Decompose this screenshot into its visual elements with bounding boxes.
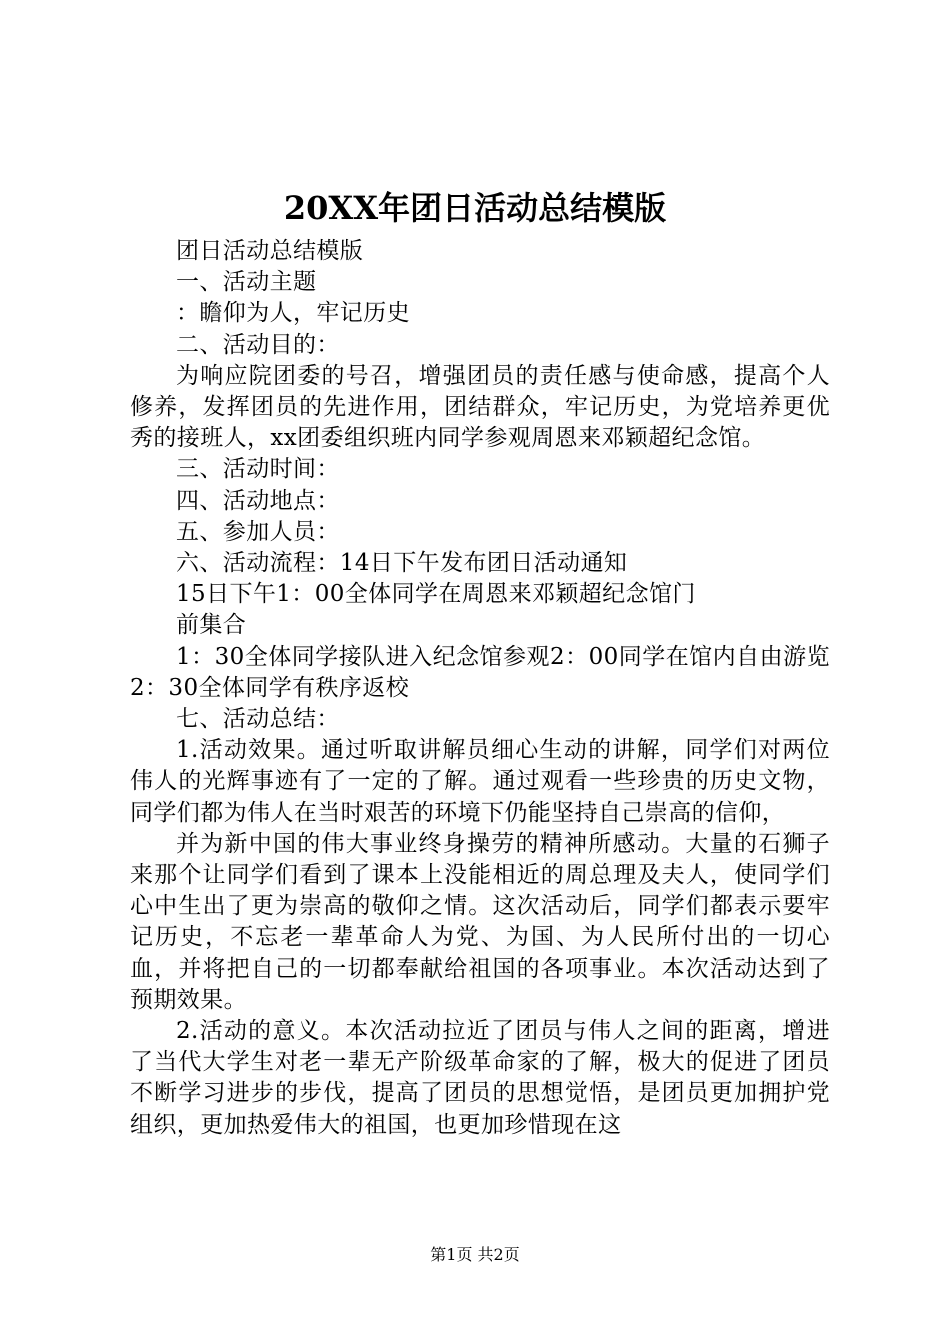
paragraph: 七、活动总结： <box>176 706 340 733</box>
paragraph: 团日活动总结模版 <box>176 238 364 264</box>
document-title: 20XX年团日活动总结模版 <box>283 189 667 227</box>
paragraph: 为响应院团委的号召，增强团员的责任感与使命感，提高个人修养，发挥团员的先进作用，团结群众，牢记历史，为党培养更优秀的接班人，xx团委组织班内同学参观周恩来邓颖超纪念馆。 <box>130 362 830 452</box>
paragraph: 六、活动流程：14日下午发布团日活动通知 <box>176 550 628 577</box>
paragraph: 1：30全体同学接队进入纪念馆参观2：00同学在馆内自由游览2：30全体同学有秩序返校 <box>130 643 830 701</box>
paragraph: 前集合 <box>176 612 247 639</box>
document-body <box>130 236 830 1141</box>
paragraph: 二、活动目的： <box>176 331 340 358</box>
paragraph: 15日下午1：00全体同学在周恩来邓颖超纪念馆门 <box>176 581 696 608</box>
paragraph: 四、活动地点： <box>176 487 340 514</box>
paragraph: 1.活动效果。通过听取讲解员细心生动的讲解，同学们对两位伟人的光辉事迹有了一定的了解。通过观看一些珍贵的历史文物，同学们都为伟人在当时艰苦的环境下仍能坚持自己崇高的信仰， <box>130 737 830 826</box>
page-footer: 第1页 共2页 <box>430 1245 520 1264</box>
paragraph: 并为新中国的伟大事业终身操劳的精神所感动。大量的石狮子来那个让同学们看到了课本上没能相近的周总理及夫人，使同学们心中生出了更为崇高的敬仰之情。这次活动后，同学们都表示要牢记历史，不忘老一辈革命人为党、为国、为人民所付出的一切心血，并将把自己的一切都奉献给祖国的各项事业。本次活动达到了预期效果。 <box>130 830 830 1013</box>
paragraph: 五、参加人员： <box>176 518 340 545</box>
paragraph: 三、活动时间： <box>176 456 340 483</box>
paragraph: ：瞻仰为人，牢记历史 <box>176 300 410 327</box>
paragraph: 2.活动的意义。本次活动拉近了团员与伟人之间的距离，增进了当代大学生对老一辈无产阶级革命家的了解，极大的促进了团员不断学习进步的步伐，提高了团员的思想觉悟，是团员更加拥护党组织，更加热爱伟大的祖国，也更加珍惜现在这 <box>130 1018 830 1138</box>
paragraph: 一、活动主题 <box>176 269 317 296</box>
